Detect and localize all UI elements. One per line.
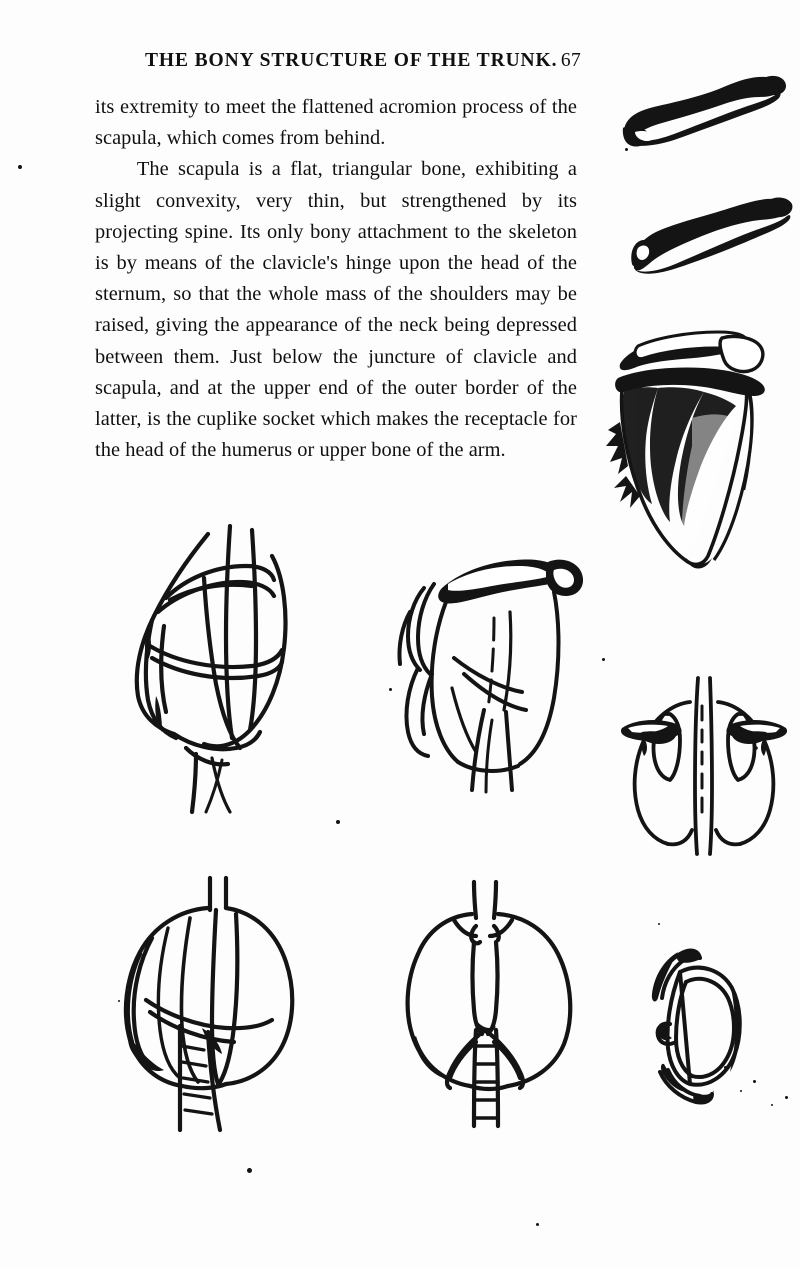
scan-speck bbox=[625, 148, 628, 151]
scan-speck bbox=[336, 820, 340, 824]
figure-clavicle-bone-upper bbox=[614, 68, 789, 153]
page-number: 67 bbox=[560, 50, 581, 71]
body-text-block bbox=[95, 92, 577, 466]
paragraph: The scapula is a flat, triangular bone, exhibiting a slight convexity, very thin, but strengthened by its projecting spine. Its only bony attachment to the skeleton is by means of the clavicle's hinge upon the head of the sternum, so that the whole mass of the shoulders may be raised, giving the appearance of the neck being depressed between them. Just below the juncture of clavicle and scapula, and at the upper end of the outer border of the latter, is the cuplike socket which makes the receptacle for the head of the humerus or upper bone of the arm. bbox=[95, 158, 577, 462]
scan-speck bbox=[389, 688, 392, 691]
figure-scapula-bone bbox=[596, 326, 796, 576]
figure-trunk-mass-rear-quarter-view bbox=[388, 540, 598, 820]
figure-ribcage-rear-view bbox=[104, 876, 324, 1136]
page-title: THE BONY STRUCTURE OF THE TRUNK. bbox=[145, 50, 558, 71]
scan-speck bbox=[602, 658, 605, 661]
scan-speck bbox=[740, 1090, 742, 1092]
figure-clavicle-bone-lower bbox=[622, 190, 794, 276]
scan-speck bbox=[536, 1223, 539, 1226]
scan-speck bbox=[18, 165, 22, 169]
scan-speck bbox=[658, 923, 660, 925]
scan-speck bbox=[785, 1096, 788, 1099]
running-head bbox=[145, 50, 581, 76]
scan-speck bbox=[724, 1066, 727, 1069]
figure-thorax-cross-section bbox=[636, 936, 771, 1111]
scan-speck bbox=[771, 1104, 773, 1106]
scan-speck bbox=[247, 1168, 252, 1173]
figure-scapulae-rear-view bbox=[614, 676, 794, 856]
scan-speck bbox=[753, 1080, 756, 1083]
paragraph: its extremity to meet the flattened acromion process of the scapula, which comes from behind. bbox=[95, 96, 577, 150]
figure-trunk-mass-side-view bbox=[112, 516, 342, 816]
scan-speck bbox=[118, 1000, 120, 1002]
figure-ribcage-front-view bbox=[396, 880, 596, 1130]
